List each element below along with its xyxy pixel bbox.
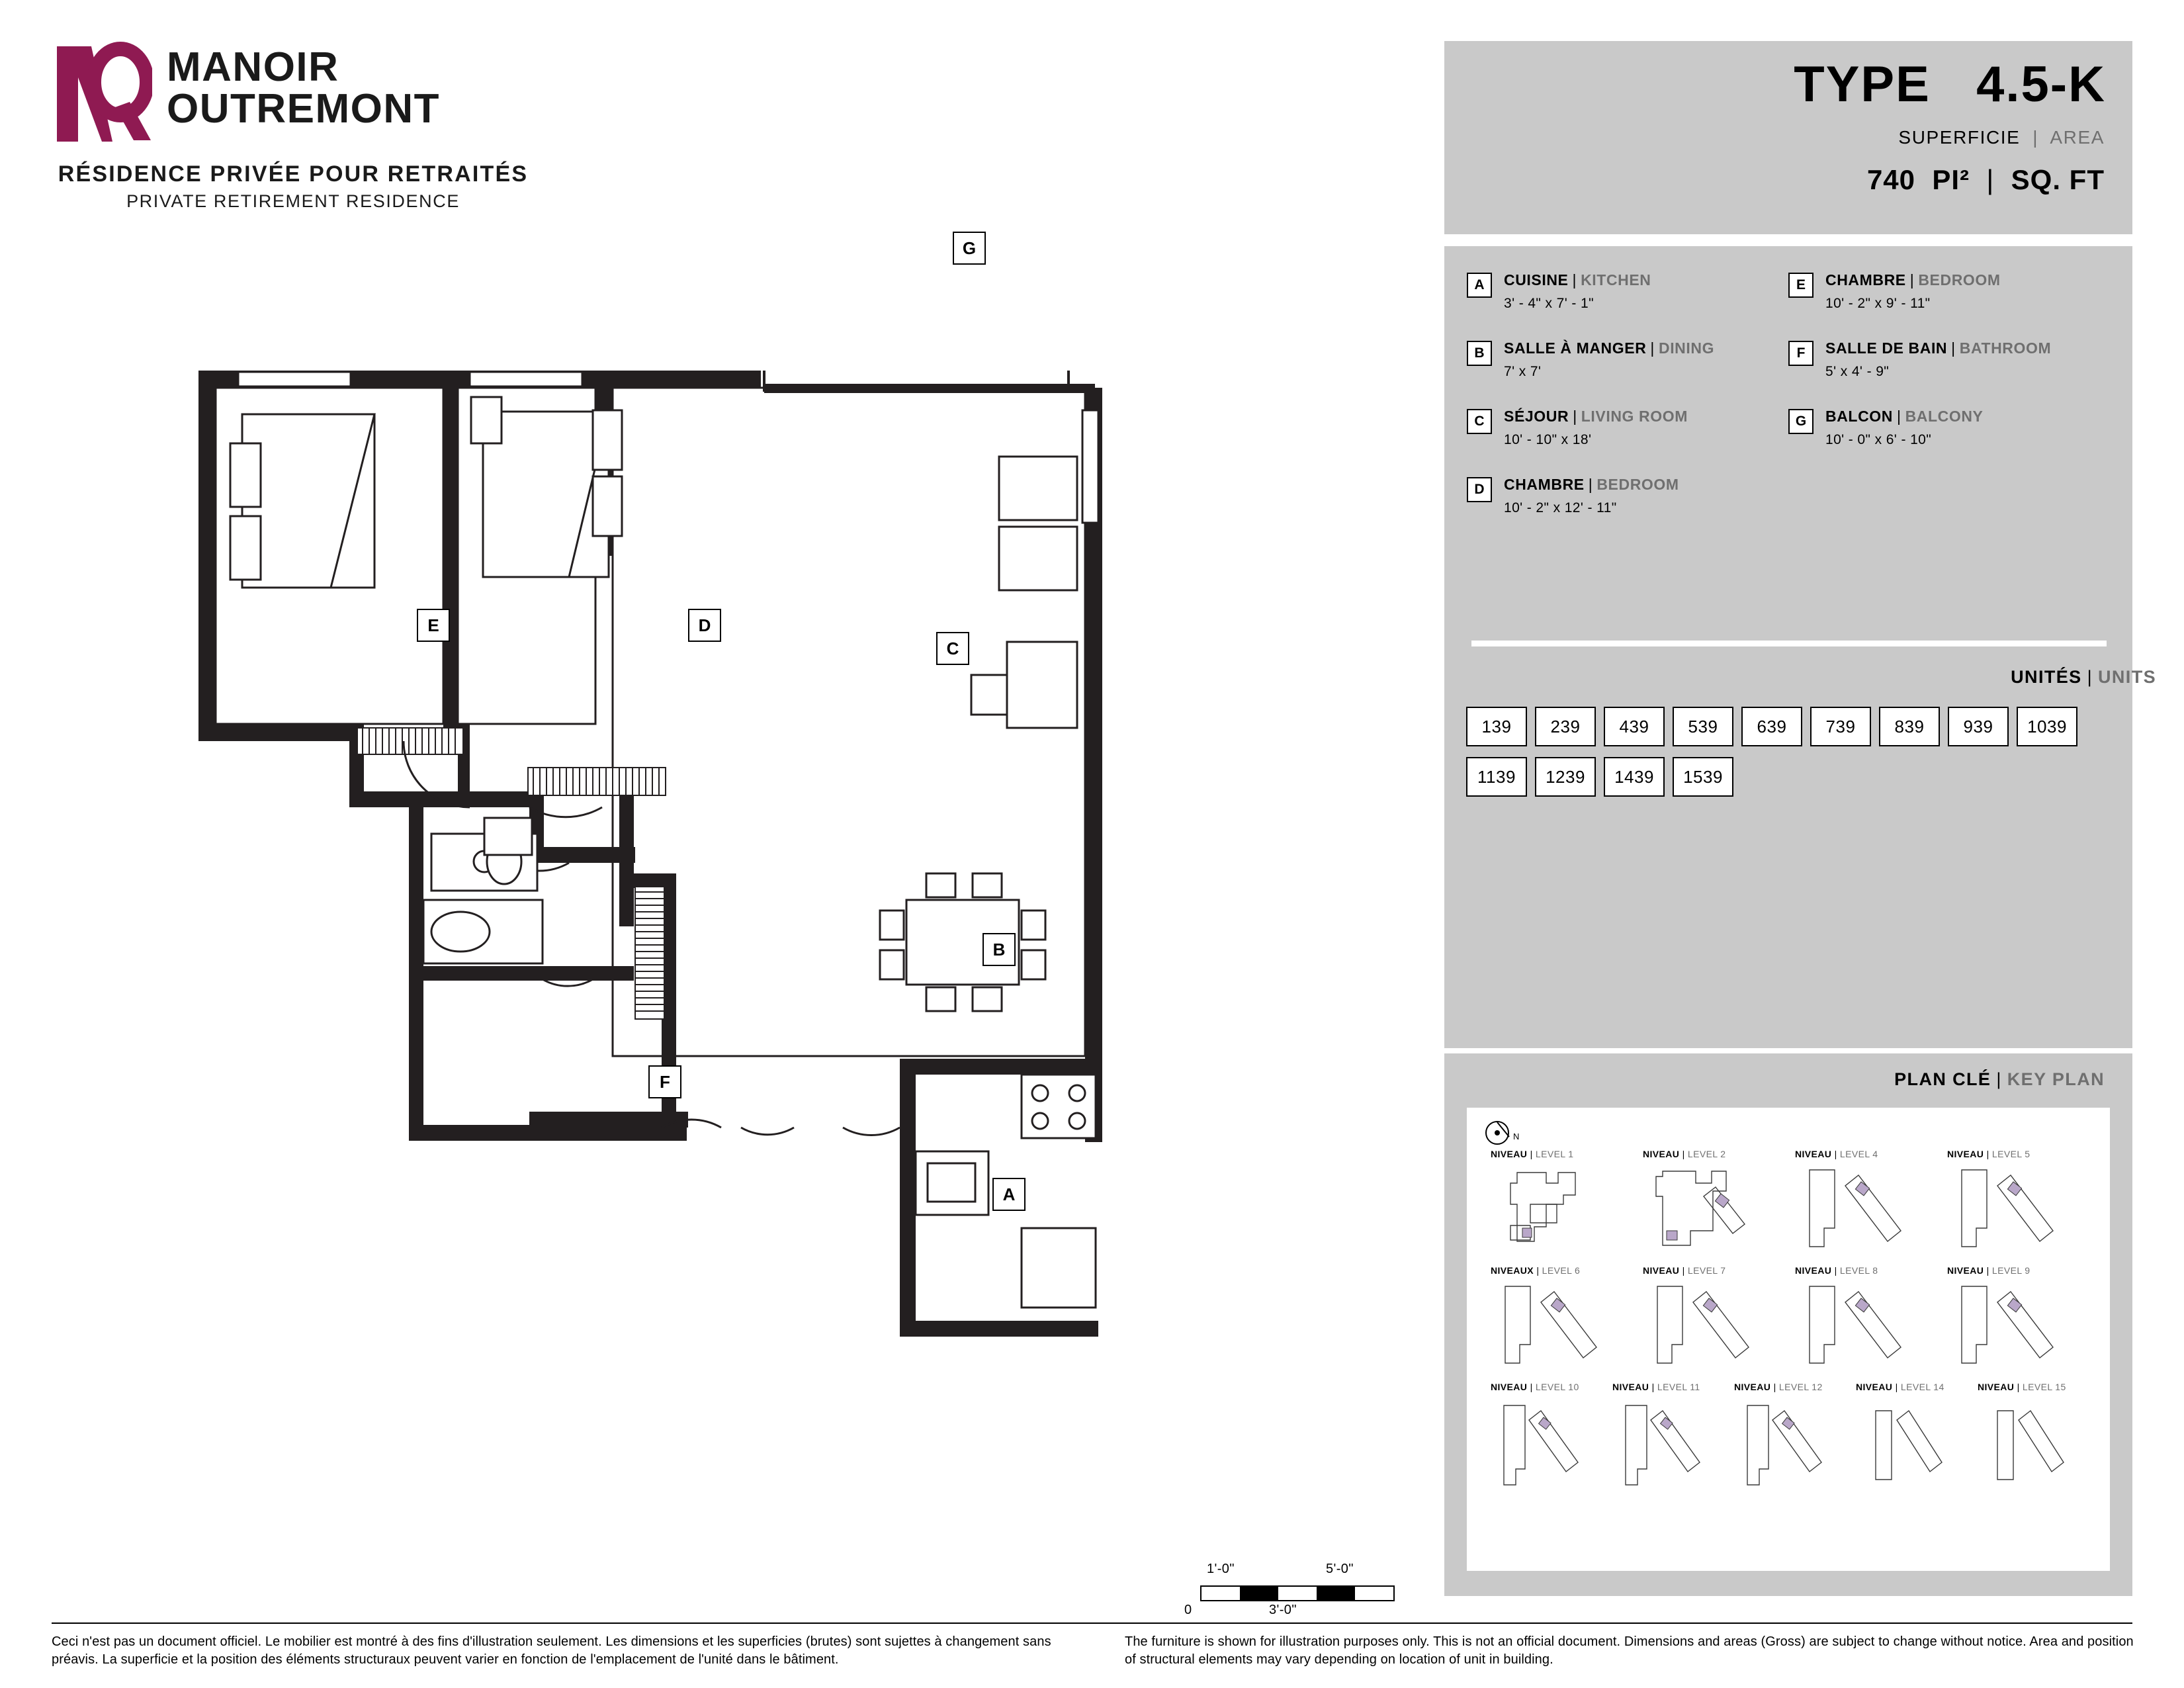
legend-name-fr-c: SÉJOUR: [1504, 408, 1569, 425]
scale-bar: [1184, 1562, 1409, 1615]
key-plan-thumbnail: [1795, 1281, 1941, 1374]
compass-icon: [1483, 1116, 1529, 1153]
key-plan-panel: [1444, 1053, 2132, 1596]
unit-number[interactable]: 1239: [1535, 757, 1596, 797]
key-plan-cell[interactable]: NIVEAU | LEVEL 15: [1974, 1382, 2095, 1495]
legend-name-en-c: LIVING ROOM: [1581, 408, 1688, 425]
key-plan-cell[interactable]: NIVEAU | LEVEL 2: [1639, 1149, 1791, 1263]
key-plan-thumbnail: [1643, 1281, 1788, 1374]
legend-name-fr-g: BALCON: [1825, 408, 1893, 425]
key-plan-thumbnail: [1978, 1398, 2094, 1490]
kp-label-fr: NIVEAU: [1856, 1382, 1893, 1392]
key-plan-thumbnail: [1856, 1398, 1972, 1490]
legend-name-fr-e: CHAMBRE: [1825, 271, 1906, 289]
scale-label-left: 1'-0": [1207, 1562, 1235, 1576]
area-caption-fr: SUPERFICIE: [1898, 127, 2021, 148]
kp-label-en: LEVEL 8: [1839, 1265, 1878, 1276]
units-heading-en: UNITS: [2098, 667, 2156, 687]
room-badge-c: C: [936, 632, 969, 665]
unit-type-heading: [1794, 56, 2106, 113]
area-value-row: [1867, 164, 2105, 196]
unit-number[interactable]: 839: [1879, 707, 1940, 746]
unit-number[interactable]: 639: [1741, 707, 1802, 746]
key-plan-cell[interactable]: NIVEAU | LEVEL 5: [1943, 1149, 2095, 1263]
area-unit-en: SQ. FT: [2011, 164, 2105, 195]
area-caption-separator: |: [2032, 127, 2039, 148]
legend-name-fr-a: CUISINE: [1504, 271, 1569, 289]
legend-name-en-f: BATHROOM: [1959, 339, 2052, 357]
key-plan-cell[interactable]: NIVEAU | LEVEL 9: [1943, 1265, 2095, 1379]
kp-label-en: LEVEL 4: [1839, 1149, 1878, 1159]
key-plan-thumbnail: [1947, 1281, 2093, 1374]
key-plan-canvas: [1467, 1108, 2110, 1571]
legend-name-en-b: DINING: [1658, 339, 1715, 357]
key-plan-cell[interactable]: NIVEAU | LEVEL 14: [1852, 1382, 1974, 1495]
legend-item-chambre-d: D CHAMBRE | BEDROOM 10' - 2" x 12' - 11": [1467, 476, 1788, 516]
kp-label-fr: NIVEAU: [1947, 1265, 1984, 1276]
room-legend-panel: [1444, 246, 2132, 1048]
kp-label-en: LEVEL 11: [1657, 1382, 1700, 1392]
units-row-2: [1466, 757, 2115, 797]
key-plan-cell[interactable]: NIVEAU | LEVEL 7: [1639, 1265, 1791, 1379]
key-plan-thumbnail: [1491, 1281, 1636, 1374]
key-plan-heading-en: KEY PLAN: [2007, 1069, 2105, 1089]
brand-name-line1: MANOIR: [167, 44, 339, 90]
legend-dimensions-c: 10' - 10" x 18': [1504, 432, 1592, 447]
unit-number[interactable]: 139: [1466, 707, 1527, 746]
unit-number[interactable]: 1439: [1604, 757, 1665, 797]
legend-column-left: [1467, 271, 1788, 544]
kp-label-fr: NIVEAU: [1947, 1149, 1984, 1159]
room-badge-b: B: [983, 933, 1016, 966]
key-plan-cell[interactable]: NIVEAU | LEVEL 4: [1791, 1149, 1943, 1263]
units-heading-fr: UNITÉS: [2011, 667, 2082, 687]
unit-number[interactable]: 239: [1535, 707, 1596, 746]
legend-dimensions-f: 5' x 4' - 9": [1825, 364, 1890, 379]
unit-type-label: TYPE: [1794, 56, 1931, 112]
disclaimer-fr: Ceci n'est pas un document officiel. Le mobilier est montré à des fins d'illustration seulement. Les dimensions et les superficies (brutes) sont sujettes à changement sans préavis. La superficie et la position des éléments structuraux peuvent varier en fonction de l'emplacement de l'unité dans le bâtiment.: [52, 1634, 1051, 1667]
legend-badge-a: A: [1467, 273, 1492, 298]
units-row-1: [1466, 707, 2115, 746]
key-plan-heading-separator: |: [1996, 1069, 2002, 1089]
legend-column-right: [1788, 271, 2110, 544]
legend-dimensions-e: 10' - 2" x 9' - 11": [1825, 296, 1931, 311]
area-unit-fr: PI²: [1932, 164, 1970, 195]
legend-item-sejour: C SÉJOUR | LIVING ROOM 10' - 10" x 18': [1467, 408, 1788, 448]
legend-dimensions-a: 3' - 4" x 7' - 1": [1504, 296, 1594, 311]
key-plan-thumbnail: [1491, 1398, 1607, 1490]
key-plan-thumbnail: [1795, 1165, 1941, 1257]
kp-label-en: LEVEL 1: [1535, 1149, 1574, 1159]
legend-item-balcon: G BALCON | BALCONY 10' - 0" x 6' - 10": [1788, 408, 2110, 448]
kp-label-en: LEVEL 15: [2022, 1382, 2066, 1392]
kp-label-fr: NIVEAUX: [1491, 1265, 1534, 1276]
key-plan-thumbnail: [1491, 1165, 1636, 1257]
legend-name-fr-b: SALLE À MANGER: [1504, 339, 1647, 357]
unit-type-panel: [1444, 41, 2132, 234]
key-plan-thumbnail-grid: [1487, 1149, 2095, 1498]
unit-number[interactable]: 1539: [1673, 757, 1733, 797]
scale-bar-graphic: [1200, 1585, 1395, 1601]
legend-badge-b: B: [1467, 341, 1492, 366]
unit-number[interactable]: 739: [1810, 707, 1871, 746]
room-badge-e: E: [417, 609, 450, 642]
floor-plan-drawing: [198, 238, 1389, 1555]
brand-logo: [52, 41, 621, 212]
key-plan-heading-fr: PLAN CLÉ: [1894, 1069, 1991, 1089]
legend-name-en-d: BEDROOM: [1596, 476, 1679, 493]
key-plan-thumbnail: [1643, 1165, 1788, 1257]
kp-label-fr: NIVEAU: [1734, 1382, 1771, 1392]
legend-badge-c: C: [1467, 409, 1492, 434]
legend-dimensions-b: 7' x 7': [1504, 364, 1542, 379]
kp-label-en: LEVEL 7: [1687, 1265, 1726, 1276]
legend-badge-e: E: [1788, 273, 1813, 298]
room-badge-f: F: [648, 1065, 681, 1098]
key-plan-thumbnail: [1947, 1165, 2093, 1257]
area-unit-separator: |: [1986, 164, 1995, 195]
room-badge-a: A: [992, 1178, 1026, 1211]
kp-label-fr: NIVEAU: [1978, 1382, 2015, 1392]
kp-label-en: LEVEL 12: [1778, 1382, 1823, 1392]
scale-label-zero: 0: [1184, 1603, 1192, 1617]
legend-badge-f: F: [1788, 341, 1813, 366]
scale-label-right: 5'-0": [1326, 1562, 1354, 1576]
svg-text:N: N: [1513, 1132, 1520, 1141]
legend-badge-d: D: [1467, 477, 1492, 502]
legend-item-salle-de-bain: F SALLE DE BAIN | BATHROOM 5' x 4' - 9": [1788, 339, 2110, 380]
key-plan-cell[interactable]: NIVEAU | LEVEL 12: [1730, 1382, 1852, 1495]
unit-type-value: 4.5-K: [1976, 56, 2106, 112]
legend-dimensions-d: 10' - 2" x 12' - 11": [1504, 500, 1617, 515]
brand-tagline-fr: RÉSIDENCE PRIVÉE POUR RETRAITÉS: [58, 161, 529, 187]
unit-number[interactable]: 939: [1948, 707, 2009, 746]
key-plan-cell[interactable]: NIVEAU | LEVEL 10: [1487, 1382, 1608, 1495]
kp-label-fr: NIVEAU: [1612, 1382, 1649, 1392]
room-badge-d: D: [688, 609, 721, 642]
scale-label-mid: 3'-0": [1269, 1603, 1297, 1617]
kp-label-fr: NIVEAU: [1795, 1149, 1832, 1159]
kp-label-en: LEVEL 10: [1535, 1382, 1579, 1392]
legend-dimensions-g: 10' - 0" x 6' - 10": [1825, 432, 1932, 447]
unit-number[interactable]: 439: [1604, 707, 1665, 746]
units-heading: [2011, 667, 2156, 688]
legend-item-cuisine: A CUISINE | KITCHEN 3' - 4" x 7' - 1": [1467, 271, 1788, 312]
disclaimer-en: The furniture is shown for illustration purposes only. This is not an official document. Dimensions and areas (Gross) are subject to change without notice. Area and position of structural elements may vary depending on location of unit in building.: [1125, 1634, 2134, 1667]
kp-label-fr: NIVEAU: [1491, 1382, 1528, 1392]
legend-name-en-e: BEDROOM: [1918, 271, 2001, 289]
key-plan-cell[interactable]: NIVEAUX | LEVEL 6: [1487, 1265, 1639, 1379]
key-plan-cell[interactable]: NIVEAU | LEVEL 11: [1608, 1382, 1730, 1495]
kp-label-fr: NIVEAU: [1795, 1265, 1832, 1276]
legend-name-en-a: KITCHEN: [1581, 271, 1651, 289]
area-caption-en: AREA: [2050, 127, 2105, 148]
key-plan-row-2: [1487, 1265, 2095, 1379]
legend-name-fr-f: SALLE DE BAIN: [1825, 339, 1948, 357]
manoir-outremont-logo-icon: [52, 41, 152, 147]
brand-tagline-en: PRIVATE RETIREMENT RESIDENCE: [126, 191, 460, 211]
legend-name-en-g: BALCONY: [1905, 408, 1984, 425]
kp-label-fr: NIVEAU: [1643, 1265, 1680, 1276]
kp-label-fr: NIVEAU: [1491, 1149, 1528, 1159]
kp-label-en: LEVEL 14: [1900, 1382, 1944, 1392]
key-plan-cell[interactable]: NIVEAU | LEVEL 8: [1791, 1265, 1943, 1379]
unit-number[interactable]: 1039: [2017, 707, 2077, 746]
legend-name-fr-d: CHAMBRE: [1504, 476, 1585, 493]
brand-name-line2: OUTREMONT: [167, 86, 441, 132]
units-list: [1466, 707, 2115, 807]
key-plan-row-1: [1487, 1149, 2095, 1263]
key-plan-row-3: [1487, 1382, 2095, 1495]
legend-badge-g: G: [1788, 409, 1813, 434]
room-badge-g: G: [953, 232, 986, 265]
kp-label-en: LEVEL 9: [1991, 1265, 2031, 1276]
kp-label-fr: NIVEAU: [1643, 1149, 1680, 1159]
kp-label-en: LEVEL 5: [1991, 1149, 2031, 1159]
kp-label-en: LEVEL 2: [1687, 1149, 1726, 1159]
key-plan-thumbnail: [1612, 1398, 1729, 1490]
footer-divider: [52, 1622, 2132, 1624]
key-plan-heading: [1894, 1069, 2105, 1090]
legend-item-chambre-e: E CHAMBRE | BEDROOM 10' - 2" x 9' - 11": [1788, 271, 2110, 312]
unit-number[interactable]: 539: [1673, 707, 1733, 746]
area-value: 740: [1866, 164, 1916, 195]
kp-label-en: LEVEL 6: [1542, 1265, 1581, 1276]
area-caption: [1898, 127, 2105, 148]
key-plan-cell[interactable]: NIVEAU | LEVEL 1: [1487, 1149, 1639, 1263]
units-divider: [1471, 641, 2107, 646]
unit-number[interactable]: 1139: [1466, 757, 1527, 797]
units-heading-separator: |: [2087, 667, 2093, 687]
key-plan-thumbnail: [1734, 1398, 1851, 1490]
legend-item-salle-a-manger: B SALLE À MANGER | DINING 7' x 7': [1467, 339, 1788, 380]
